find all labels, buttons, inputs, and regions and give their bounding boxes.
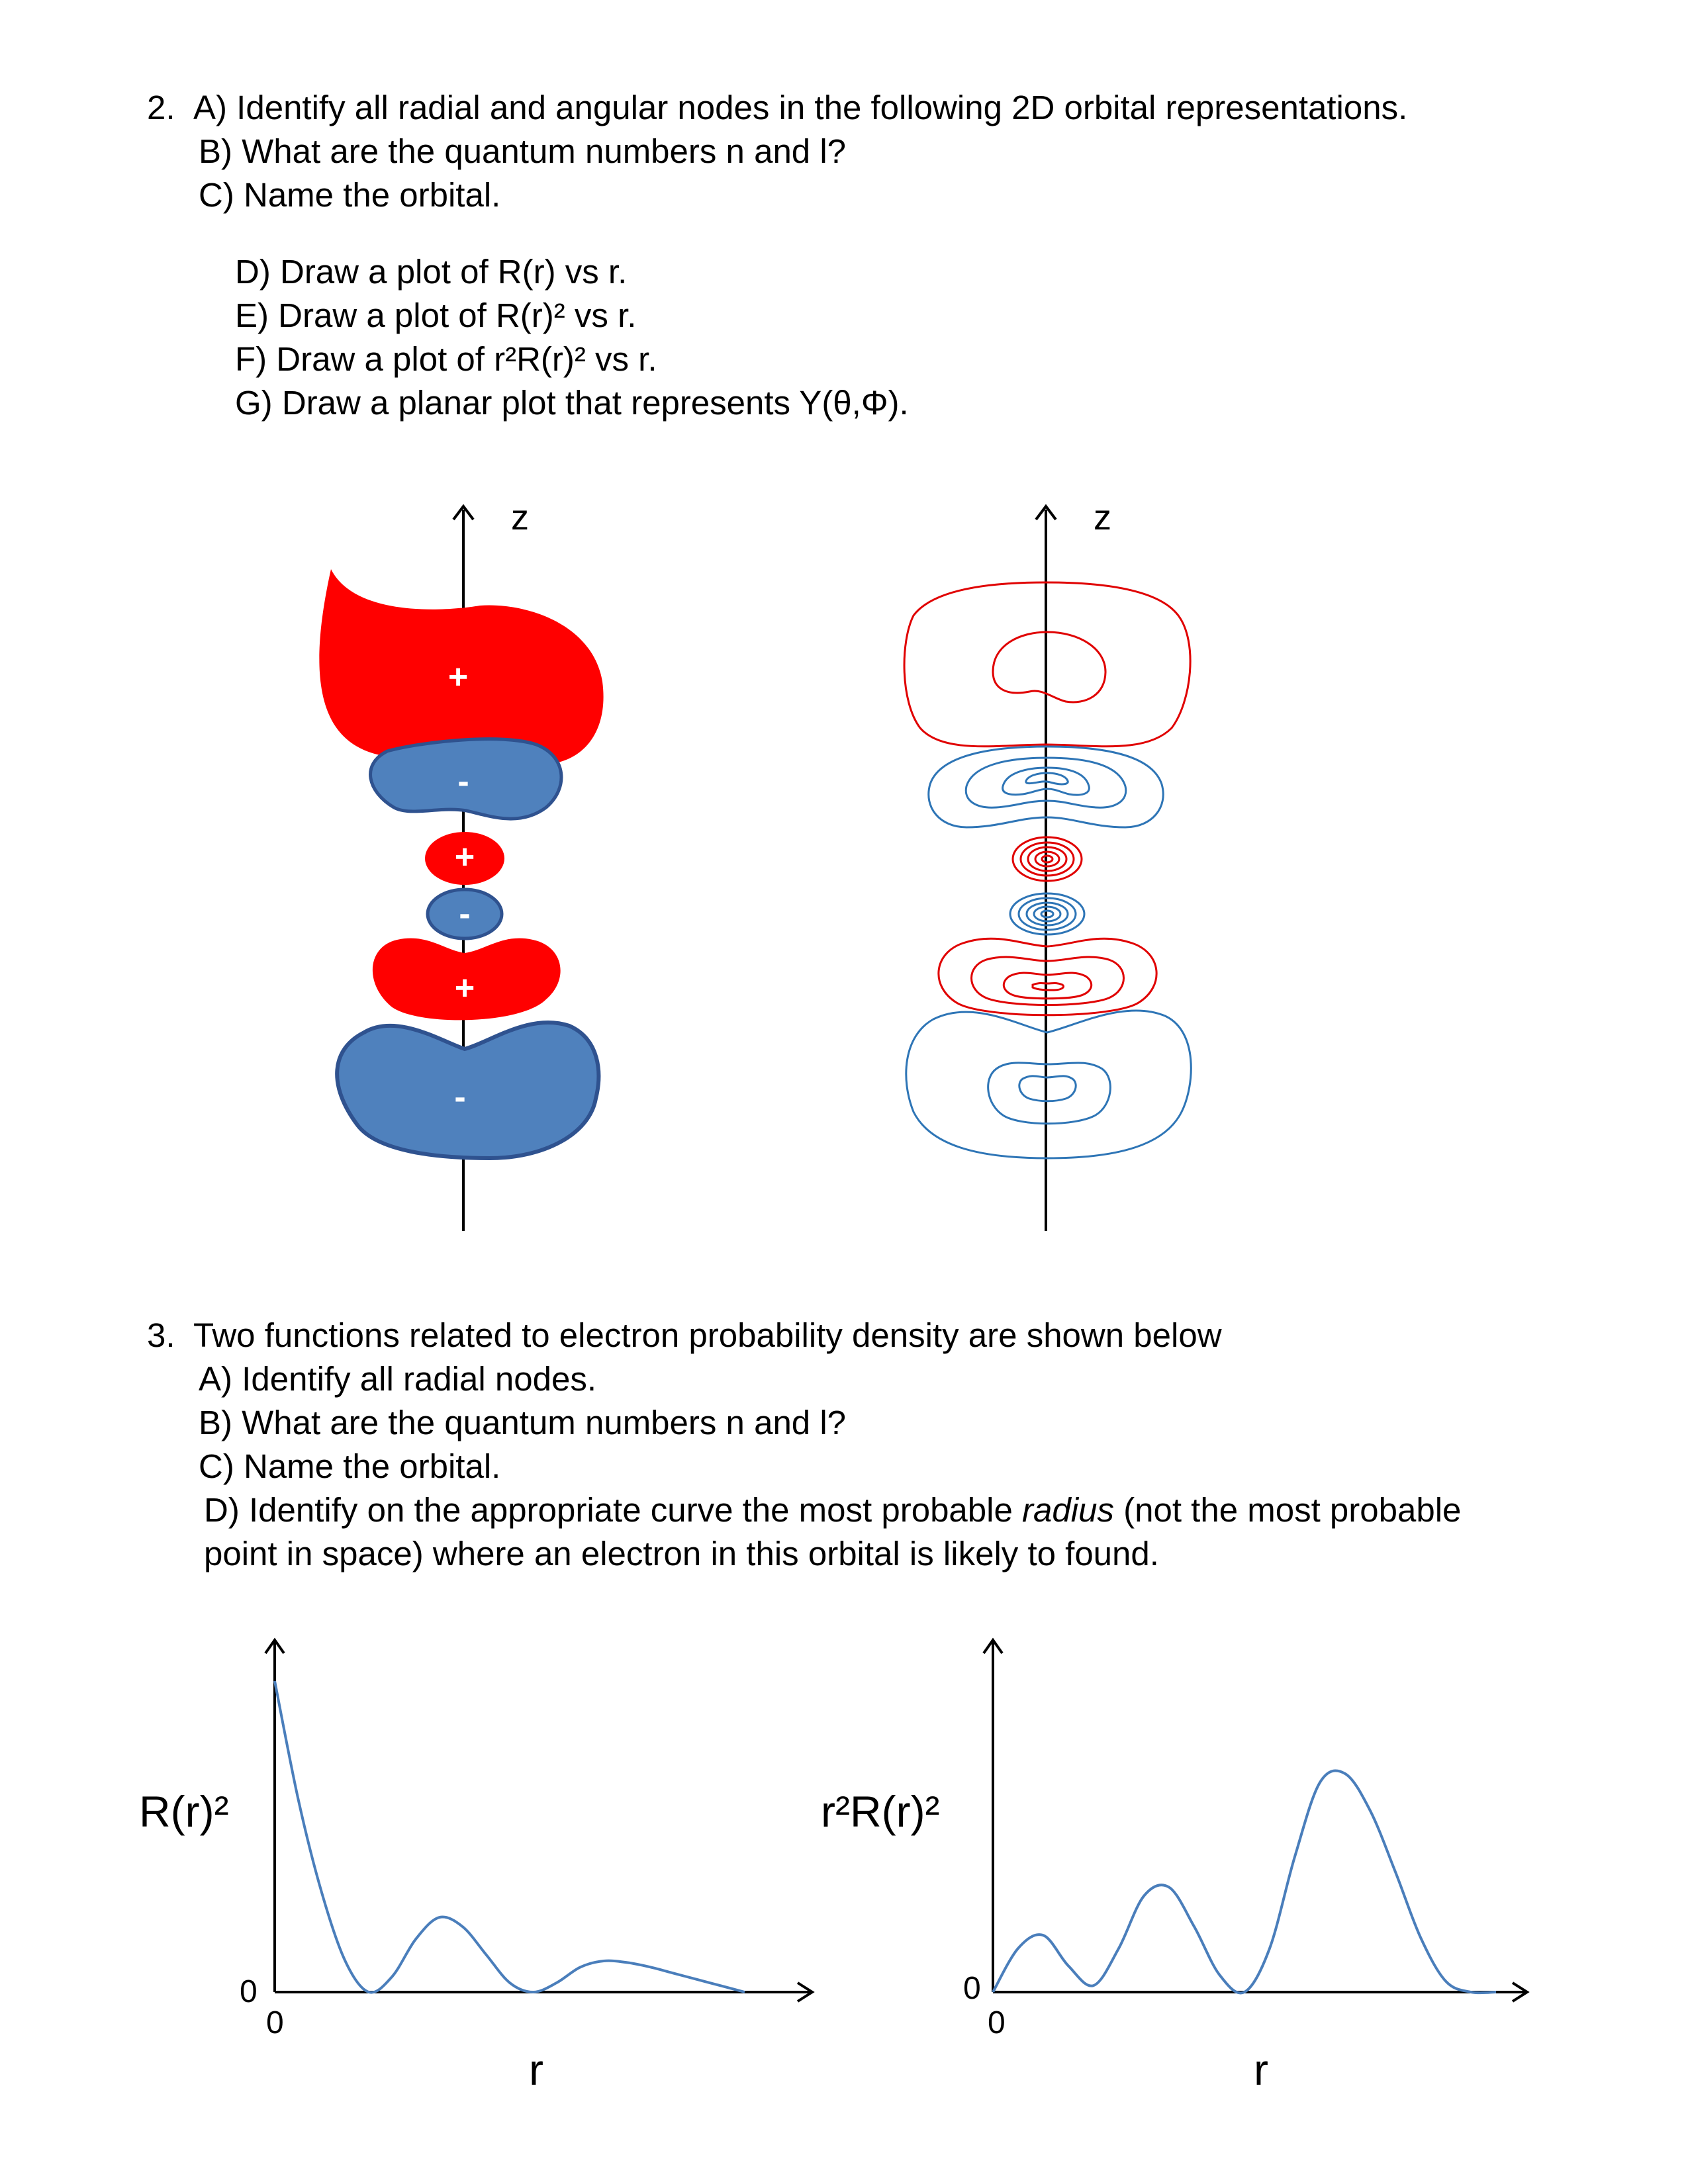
lobe-sign-2: -	[457, 762, 469, 801]
y-origin-label: 0	[240, 1974, 258, 2009]
q2-part-e: E) Draw a plot of R(r)² vs r.	[235, 296, 637, 334]
x-origin-label: 0	[988, 2005, 1006, 2040]
z-axis-label: z	[511, 498, 529, 537]
lobe-sign-1: +	[447, 658, 469, 696]
chart-R-squared	[126, 1628, 827, 2094]
x-origin-label: 0	[266, 2005, 284, 2040]
q2-part-g: G) Draw a planar plot that represents Y(θ,Φ).	[235, 384, 909, 422]
q3-part-d-line2: point in space) where an electron in this orbital is likely to found.	[204, 1535, 1159, 1572]
orbital-contour-figure	[874, 490, 1231, 1244]
y-axis-label: R(r)²	[139, 1787, 229, 1836]
q2-number: 2.	[147, 89, 175, 126]
q3-number: 3.	[147, 1316, 175, 1354]
contour-positive-5	[939, 938, 1156, 1015]
q3-part-d-emph: radius	[1022, 1491, 1114, 1529]
x-axis-label: r	[1254, 2045, 1268, 2094]
q2-part-d: D) Draw a plot of R(r) vs r.	[235, 253, 628, 291]
series-line	[275, 1681, 745, 1993]
x-axis-label: r	[529, 2045, 543, 2094]
contour-positive-top	[904, 582, 1190, 747]
lobe-sign-3: +	[454, 838, 475, 876]
q3-part-a: A) Identify all radial nodes.	[199, 1360, 596, 1398]
lobe-sign-5: +	[454, 969, 475, 1007]
orbital-lobes-figure	[291, 490, 649, 1244]
series-line	[993, 1771, 1496, 1993]
q2-part-a: A) Identify all radial and angular nodes in the following 2D orbital representations.	[193, 89, 1408, 126]
q2-part-b: B) What are the quantum numbers n and l?	[199, 132, 847, 170]
q3-part-b: B) What are the quantum numbers n and l?	[199, 1404, 847, 1441]
lobe-sign-6: -	[454, 1078, 466, 1116]
lobe-negative-6	[337, 1023, 598, 1158]
q3-part-c: C) Name the orbital.	[199, 1447, 501, 1485]
z-axis-label: z	[1094, 498, 1111, 537]
q3-intro: Two functions related to electron probability density are shown below	[193, 1316, 1222, 1354]
contour-negative-6	[906, 1011, 1191, 1158]
q3-part-d	[204, 1488, 1461, 1532]
y-axis-label: r²R(r)²	[821, 1787, 940, 1836]
q2-part-f: F) Draw a plot of r²R(r)² vs r.	[235, 340, 657, 378]
chart-radial-distribution	[814, 1628, 1549, 2094]
q2-part-c: C) Name the orbital.	[199, 176, 501, 214]
y-origin-label: 0	[963, 1971, 981, 2006]
q3-part-d-before: D) Identify on the appropriate curve the most probable	[204, 1491, 1023, 1529]
q3-part-d-after: (not the most probable	[1113, 1491, 1462, 1529]
lobe-sign-4: -	[459, 895, 471, 933]
